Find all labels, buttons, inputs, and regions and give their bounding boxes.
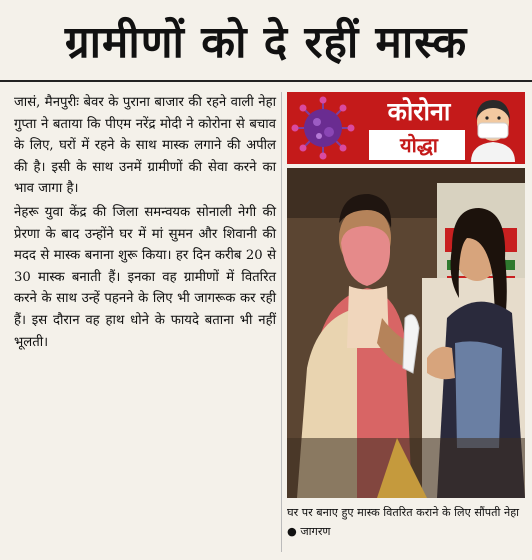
coronavirus-icon [291, 96, 355, 160]
article-paragraph-2: नेहरू युवा केंद्र की जिला समन्वयक सोनाली नेगी की प्रेरणा के बाद उन्होंने घर में मां सुमन और शिवानी की मदद से मास्क बनाना शुरू किया। हर दिन करीब 20 से 30 मास्क बनाती हैं। इनका वह ग्रामीणों में वितरित करने के साथ उन्हें पहनने के लिए भी जागरूक कर रही हैं। इस दौरान वह हाथ धोने के फायदे बताना भी नहीं भूलती। [14, 204, 276, 350]
photo-illustration [287, 168, 525, 498]
column-divider [281, 92, 282, 552]
bullet-icon: ● [287, 525, 297, 538]
article-paragraph-1: जासं, मैनपुरीः बेवर के पुराना बाजार की रहने वाली नेहा गुप्ता ने बताया कि पीएम नरेंद्र मोदी ने कोरोना से बचाव के लिए, घरों में रहने के साथ मास्क लगाने की अपील की है। इसी के साथ उनमें ग्रामीणों की सेवा करने का भाव जागा है। [14, 95, 276, 197]
article-body [14, 92, 276, 554]
badge-subtitle: योद्धा [369, 130, 469, 160]
headline-rule [0, 80, 532, 82]
headline: ग्रामीणों को दे रहीं मास्क [64, 17, 468, 68]
masked-person-icon [465, 94, 521, 162]
caption-credit: जागरण [300, 525, 331, 538]
news-photo [287, 168, 525, 498]
corona-warrior-badge [287, 92, 525, 164]
caption-text: घर पर बनाए हुए मास्क वितरित कराने के लिए सौंपती नेहा [287, 506, 520, 519]
photo-caption [287, 503, 525, 553]
badge-title: कोरोना [387, 97, 451, 126]
